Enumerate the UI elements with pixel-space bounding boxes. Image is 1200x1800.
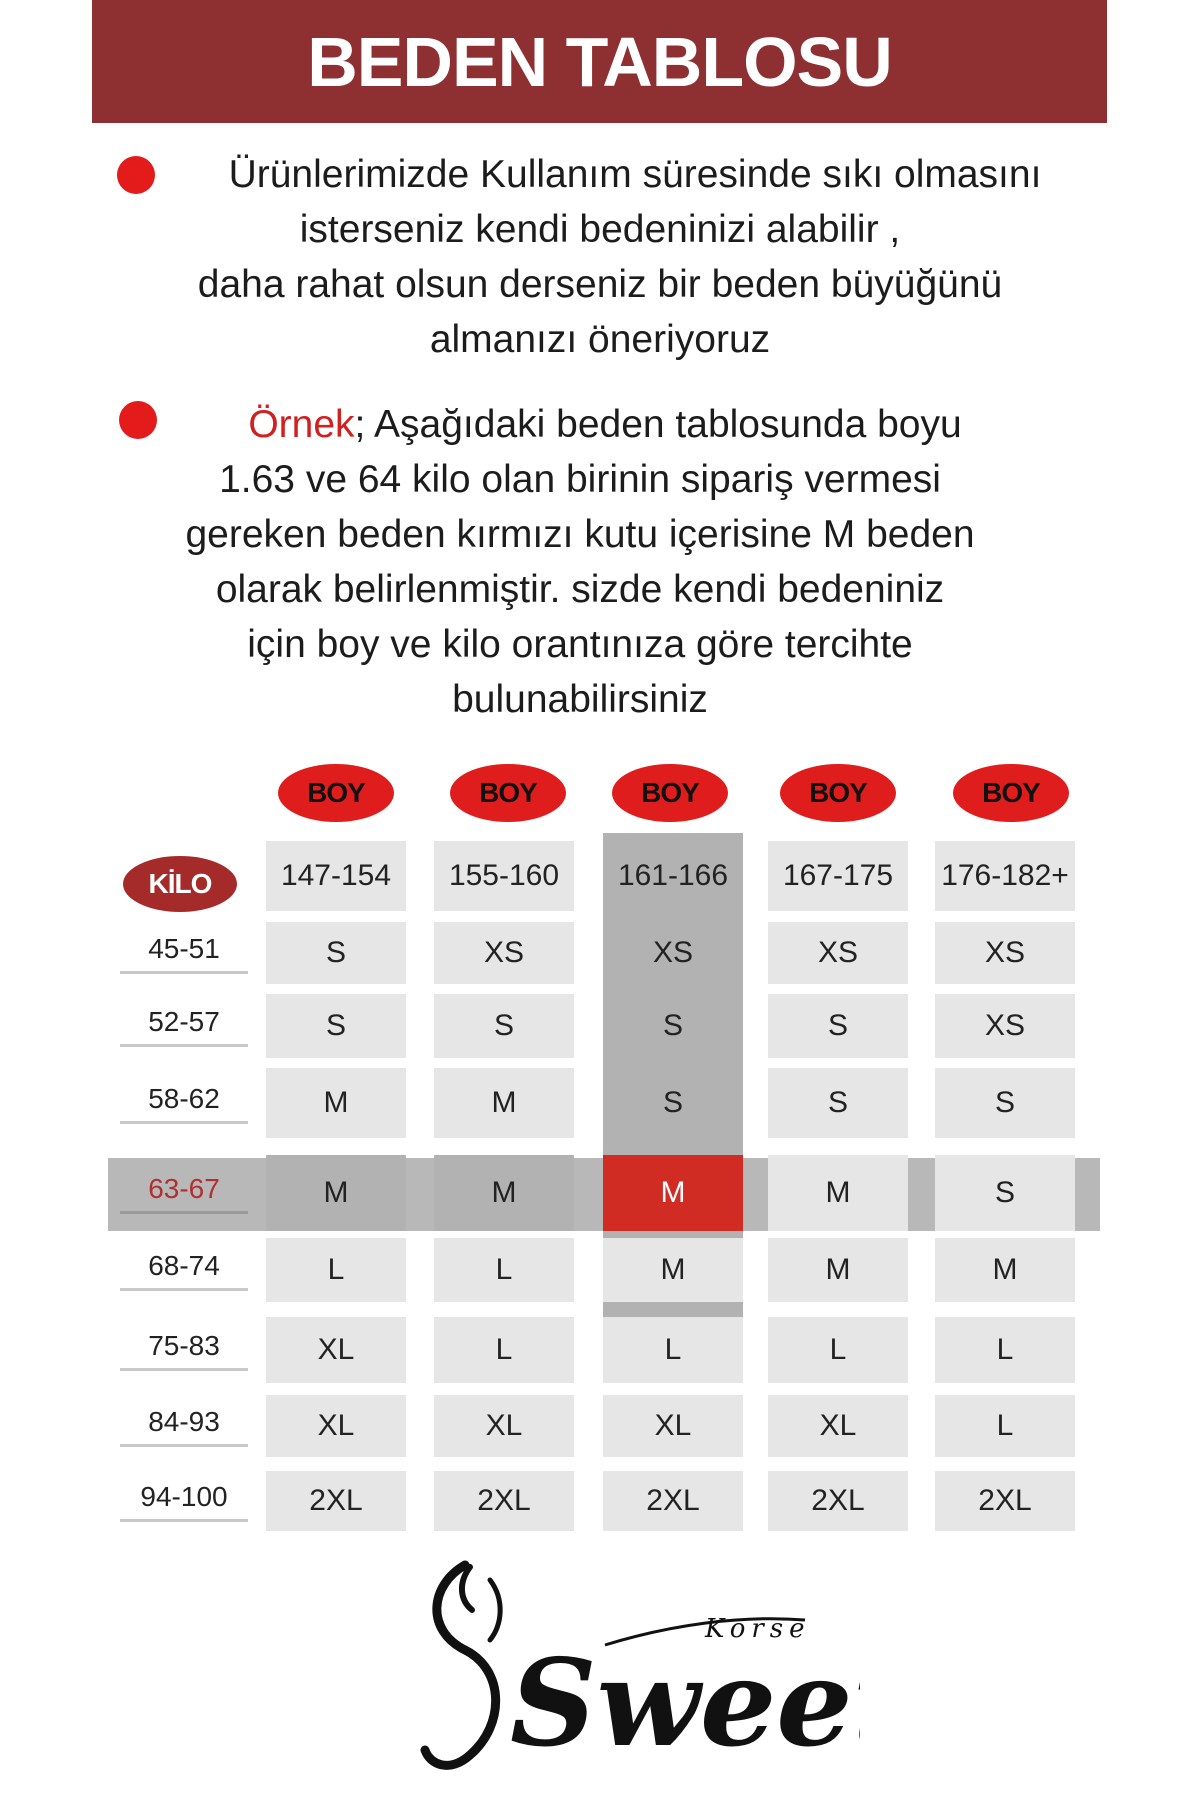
size-cell: M <box>768 1238 908 1302</box>
size-cell: XL <box>266 1395 406 1457</box>
note2-line <box>120 397 1080 452</box>
size-cell: 2XL <box>434 1471 574 1531</box>
size-cell: M <box>434 1068 574 1138</box>
red-bullet-icon <box>117 156 155 194</box>
size-cell: M <box>768 1155 908 1231</box>
note2-line: olarak belirlenmiştir. sizde kendi bedeniniz <box>215 568 945 611</box>
note-example <box>120 397 1080 727</box>
size-cell: XL <box>603 1395 743 1457</box>
size-cell: M <box>603 1238 743 1302</box>
size-cell: S <box>935 1155 1075 1231</box>
size-cell: XS <box>935 994 1075 1058</box>
kilo-range: 58-62 <box>120 1083 248 1124</box>
size-cell: XS <box>935 922 1075 984</box>
height-range: 155-160 <box>434 841 574 911</box>
example-highlight: Örnek <box>248 403 355 446</box>
boy-pill: BOY <box>278 764 394 822</box>
brand-logo <box>410 1555 860 1795</box>
height-range: 161-166 <box>603 841 743 911</box>
note1-line: isterseniz kendi bedeninizi alabilir , <box>299 208 901 251</box>
height-range: 176-182+ <box>935 841 1075 911</box>
size-cell: S <box>768 994 908 1058</box>
note2-first-rest: ; Aşağıdaki beden tablosunda boyu <box>354 403 962 446</box>
note2-line: bulunabilirsiniz <box>452 678 708 721</box>
red-bullet-icon <box>119 401 157 439</box>
kilo-range: 75-83 <box>120 1330 248 1371</box>
size-cell: S <box>603 994 743 1058</box>
boy-pill: BOY <box>953 764 1069 822</box>
header-banner <box>92 0 1107 123</box>
page-title: BEDEN TABLOSU <box>307 22 892 101</box>
size-cell: 2XL <box>935 1471 1075 1531</box>
size-cell: L <box>434 1238 574 1302</box>
size-cell: XL <box>266 1317 406 1383</box>
note1-line: daha rahat olsun derseniz bir beden büyüğünü <box>197 263 1003 306</box>
kilo-range: 52-57 <box>120 1006 248 1047</box>
size-cell: S <box>935 1068 1075 1138</box>
note2-line: için boy ve kilo orantınıza göre tercihte <box>247 623 913 666</box>
note-recommendation <box>120 147 1080 367</box>
size-cell: XS <box>434 922 574 984</box>
size-cell: M <box>603 1155 743 1231</box>
note1-line: almanızı öneriyoruz <box>429 318 771 361</box>
size-cell: L <box>603 1317 743 1383</box>
size-cell: M <box>266 1155 406 1231</box>
size-cell: S <box>603 1068 743 1138</box>
size-cell: 2XL <box>603 1471 743 1531</box>
note2-line: gereken beden kırmızı kutu içerisine M beden <box>185 513 975 556</box>
brand-sub: Korse <box>705 1614 811 1644</box>
size-cell: M <box>434 1155 574 1231</box>
note1-line: Ürünlerimizde Kullanım süresinde sıkı olmasını <box>228 153 1042 196</box>
height-range: 147-154 <box>266 841 406 911</box>
sweet-korse-logo-icon <box>410 1555 860 1795</box>
kilo-range: 63-67 <box>120 1173 248 1214</box>
boy-pill: BOY <box>450 764 566 822</box>
boy-pill: BOY <box>612 764 728 822</box>
kilo-pill: KİLO <box>123 856 237 912</box>
size-cell: XS <box>603 922 743 984</box>
size-cell: 2XL <box>266 1471 406 1531</box>
kilo-range: 94-100 <box>120 1481 248 1522</box>
size-cell: L <box>935 1395 1075 1457</box>
kilo-range: 84-93 <box>120 1406 248 1447</box>
size-cell: XL <box>768 1395 908 1457</box>
size-cell: L <box>768 1317 908 1383</box>
note2-line: 1.63 ve 64 kilo olan birinin sipariş vermesi <box>219 458 941 501</box>
kilo-range: 68-74 <box>120 1250 248 1291</box>
size-cell: XS <box>768 922 908 984</box>
size-cell: S <box>266 994 406 1058</box>
size-cell: S <box>768 1068 908 1138</box>
size-cell: M <box>935 1238 1075 1302</box>
size-cell: L <box>266 1238 406 1302</box>
boy-pill: BOY <box>780 764 896 822</box>
height-range: 167-175 <box>768 841 908 911</box>
size-cell: 2XL <box>768 1471 908 1531</box>
size-cell: L <box>434 1317 574 1383</box>
size-cell: L <box>935 1317 1075 1383</box>
brand-name: Swee <box>510 1633 853 1774</box>
kilo-range: 45-51 <box>120 933 248 974</box>
size-cell: XL <box>434 1395 574 1457</box>
size-cell: M <box>266 1068 406 1138</box>
size-cell: S <box>266 922 406 984</box>
size-cell: S <box>434 994 574 1058</box>
